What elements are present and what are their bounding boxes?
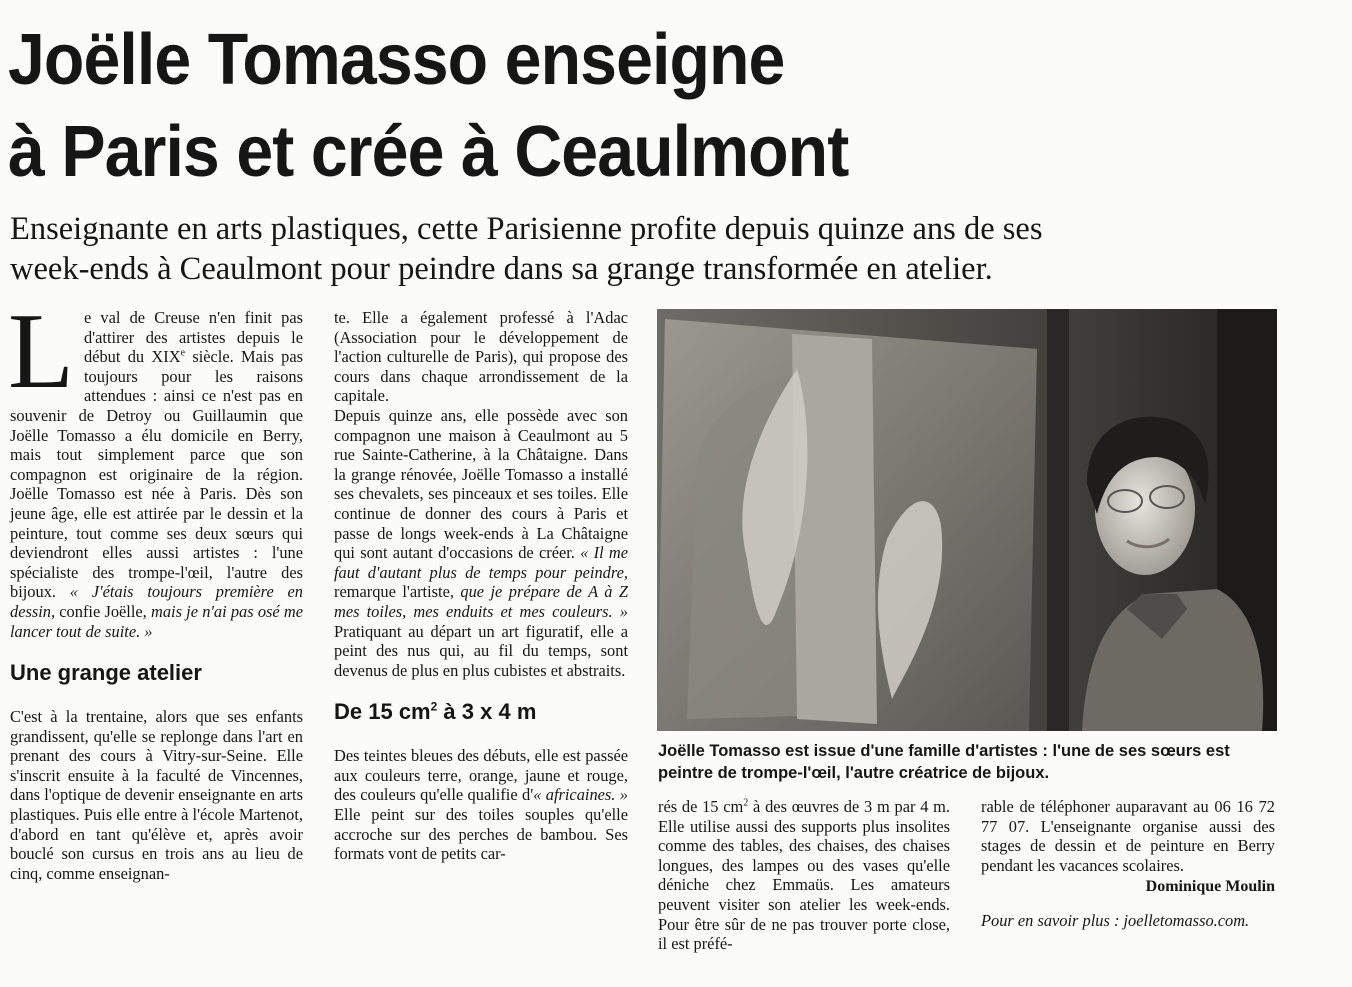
superscript: 2 (430, 699, 438, 714)
quote: « J'étais toujours première en dessin, (10, 582, 303, 621)
headline-line-2: à Paris et crée à Ceaulmont (8, 112, 849, 192)
subheading-formats (334, 698, 628, 726)
subheading-grange-atelier: Une grange atelier (10, 660, 202, 686)
column-2-paragraph-1: te. Elle a également professé à l'Adac (Association pour le développement de l'action culturelle de Paris), qui propose des cours dans chaque arrondissement de la capitale. (334, 308, 628, 406)
more-info-link[interactable]: Pour en savoir plus : joelletomasso.com. (981, 910, 1250, 930)
quote: mais je n'ai pas osé me lancer tout de suite. » (10, 601, 303, 641)
text-run: rés de 15 cm (658, 797, 744, 816)
column-2-paragraph-3 (334, 746, 628, 864)
text-run: à 3 x 4 m (437, 699, 537, 725)
column-1-paragraph-2: C'est à la trentaine, alors que ses enfants grandissent, qu'elle se replonge dans l'art en prenant des cours à Vitry-sur-Seine. Elle s'inscrit ensuite à la faculté de Vincennes, dans l'optique de devenir enseignante en arts plastiques. Puis elle entre à l'école Martenot, d'abord en tant qu'élève et, après avoir bouclé son cursus en trois ans au lieu de cinq, comme enseignan- (10, 707, 303, 883)
dropcap: L (8, 292, 74, 411)
article-column-4 (981, 797, 1275, 931)
superscript: 2 (743, 797, 749, 809)
article-column-1 (8, 292, 303, 883)
text-run: Depuis quinze ans, elle possède avec son compagnon une maison à Ceaulmont au 5 rue Sainte-Catherine, à la Châtaigne. Dans la grange rénovée, Joëlle Tomasso a installé ses chevalets, ses pinceaux et ses toiles. Elle continue de donner des cours à Paris et passe de longs week-ends à La Châtaigne qui sont autant d'occasions de créer. (334, 405, 628, 563)
article-column-3 (658, 797, 950, 954)
text-run: De 15 cm (334, 699, 431, 725)
text-run: remarque l'artiste, (334, 582, 461, 602)
text-run: e val de Creuse n'en finit pas d'attirer des artistes depuis le début du XIX (83, 308, 303, 367)
column-2-paragraph-2 (334, 406, 628, 680)
text-run: confie Joëlle, (55, 601, 151, 621)
artist-photo (657, 309, 1277, 731)
quote: que je prépare de A à Z mes toiles, mes enduits et mes couleurs. » (334, 582, 628, 621)
column-3-paragraph-1 (658, 797, 950, 954)
standfirst-line-1: Enseignante en arts plastiques, cette Parisienne profite depuis quinze ans de ses (10, 211, 1043, 247)
standfirst-line-2: week-ends à Ceaulmont pour peindre dans sa grange transformée en atelier. (10, 251, 993, 287)
text-run: Elle peint sur des toiles souples qu'elle accroche sur des perches de bambou. Ses formats vont de petits car- (334, 805, 628, 864)
text-run: Pratiquant au départ un art figuratif, elle a peint des nus qui, au fil du temps, sont devenus de plus en plus cubistes et abstraits. (334, 621, 628, 680)
quote: « Il me faut d'autant plus de temps pour peindre, (334, 543, 628, 582)
text-run: à des œuvres de 3 m par 4 m. Elle utilise aussi des supports plus insolites comme des tables, des chaises, des chaises longues, des lampes ou des vases qu'elle déniche chez Emmaüs. Les amateurs peuvent visiter son atelier les week-ends. Pour être sûr de ne pas trouver porte close, il est préfé- (658, 797, 951, 954)
photo-caption: Joëlle Tomasso est issue d'une famille d'artistes : l'une de ses sœurs est peintre de trompe-l'œil, l'autre créatrice de bijoux. (658, 742, 1230, 782)
column-1-paragraph-1 (8, 292, 303, 641)
headline-line-1: Joëlle Tomasso enseigne (8, 20, 785, 100)
byline: Dominique Moulin (1145, 878, 1275, 896)
article-column-2 (334, 308, 628, 864)
superscript: e (180, 347, 186, 359)
quote: « africaines. » (533, 785, 628, 805)
photo-illustration (657, 309, 1277, 731)
standfirst (10, 209, 1350, 289)
headline (8, 14, 1241, 198)
column-4-paragraph-1: rable de téléphoner auparavant au 06 16 72 77 07. L'enseignante organise aussi des stages de dessin et de peinture en Berry pendant les vacances scolaires. (981, 797, 1275, 875)
text-run: siècle. Mais pas toujours pour les raisons attendues : ainsi ce n'est pas en souvenir de Detroy ou Guillaumin que Joëlle Tomasso a élu domicile en Berry, mais tout simplement parce que son compagnon est originaire de la région. Joëlle Tomasso est née à Paris. Dès son jeune âge, elle est attirée par le dessin et la peinture, tout comme ses deux sœurs qui deviendront elles aussi artistes : l'une spécialiste des trompe-l'œil, l'autre des bijoux. (10, 347, 303, 602)
text-run: Des teintes bleues des débuts, elle est passée aux couleurs terre, orange, jaune et rouge, des couleurs qu'elle qualifie d' (334, 746, 628, 805)
